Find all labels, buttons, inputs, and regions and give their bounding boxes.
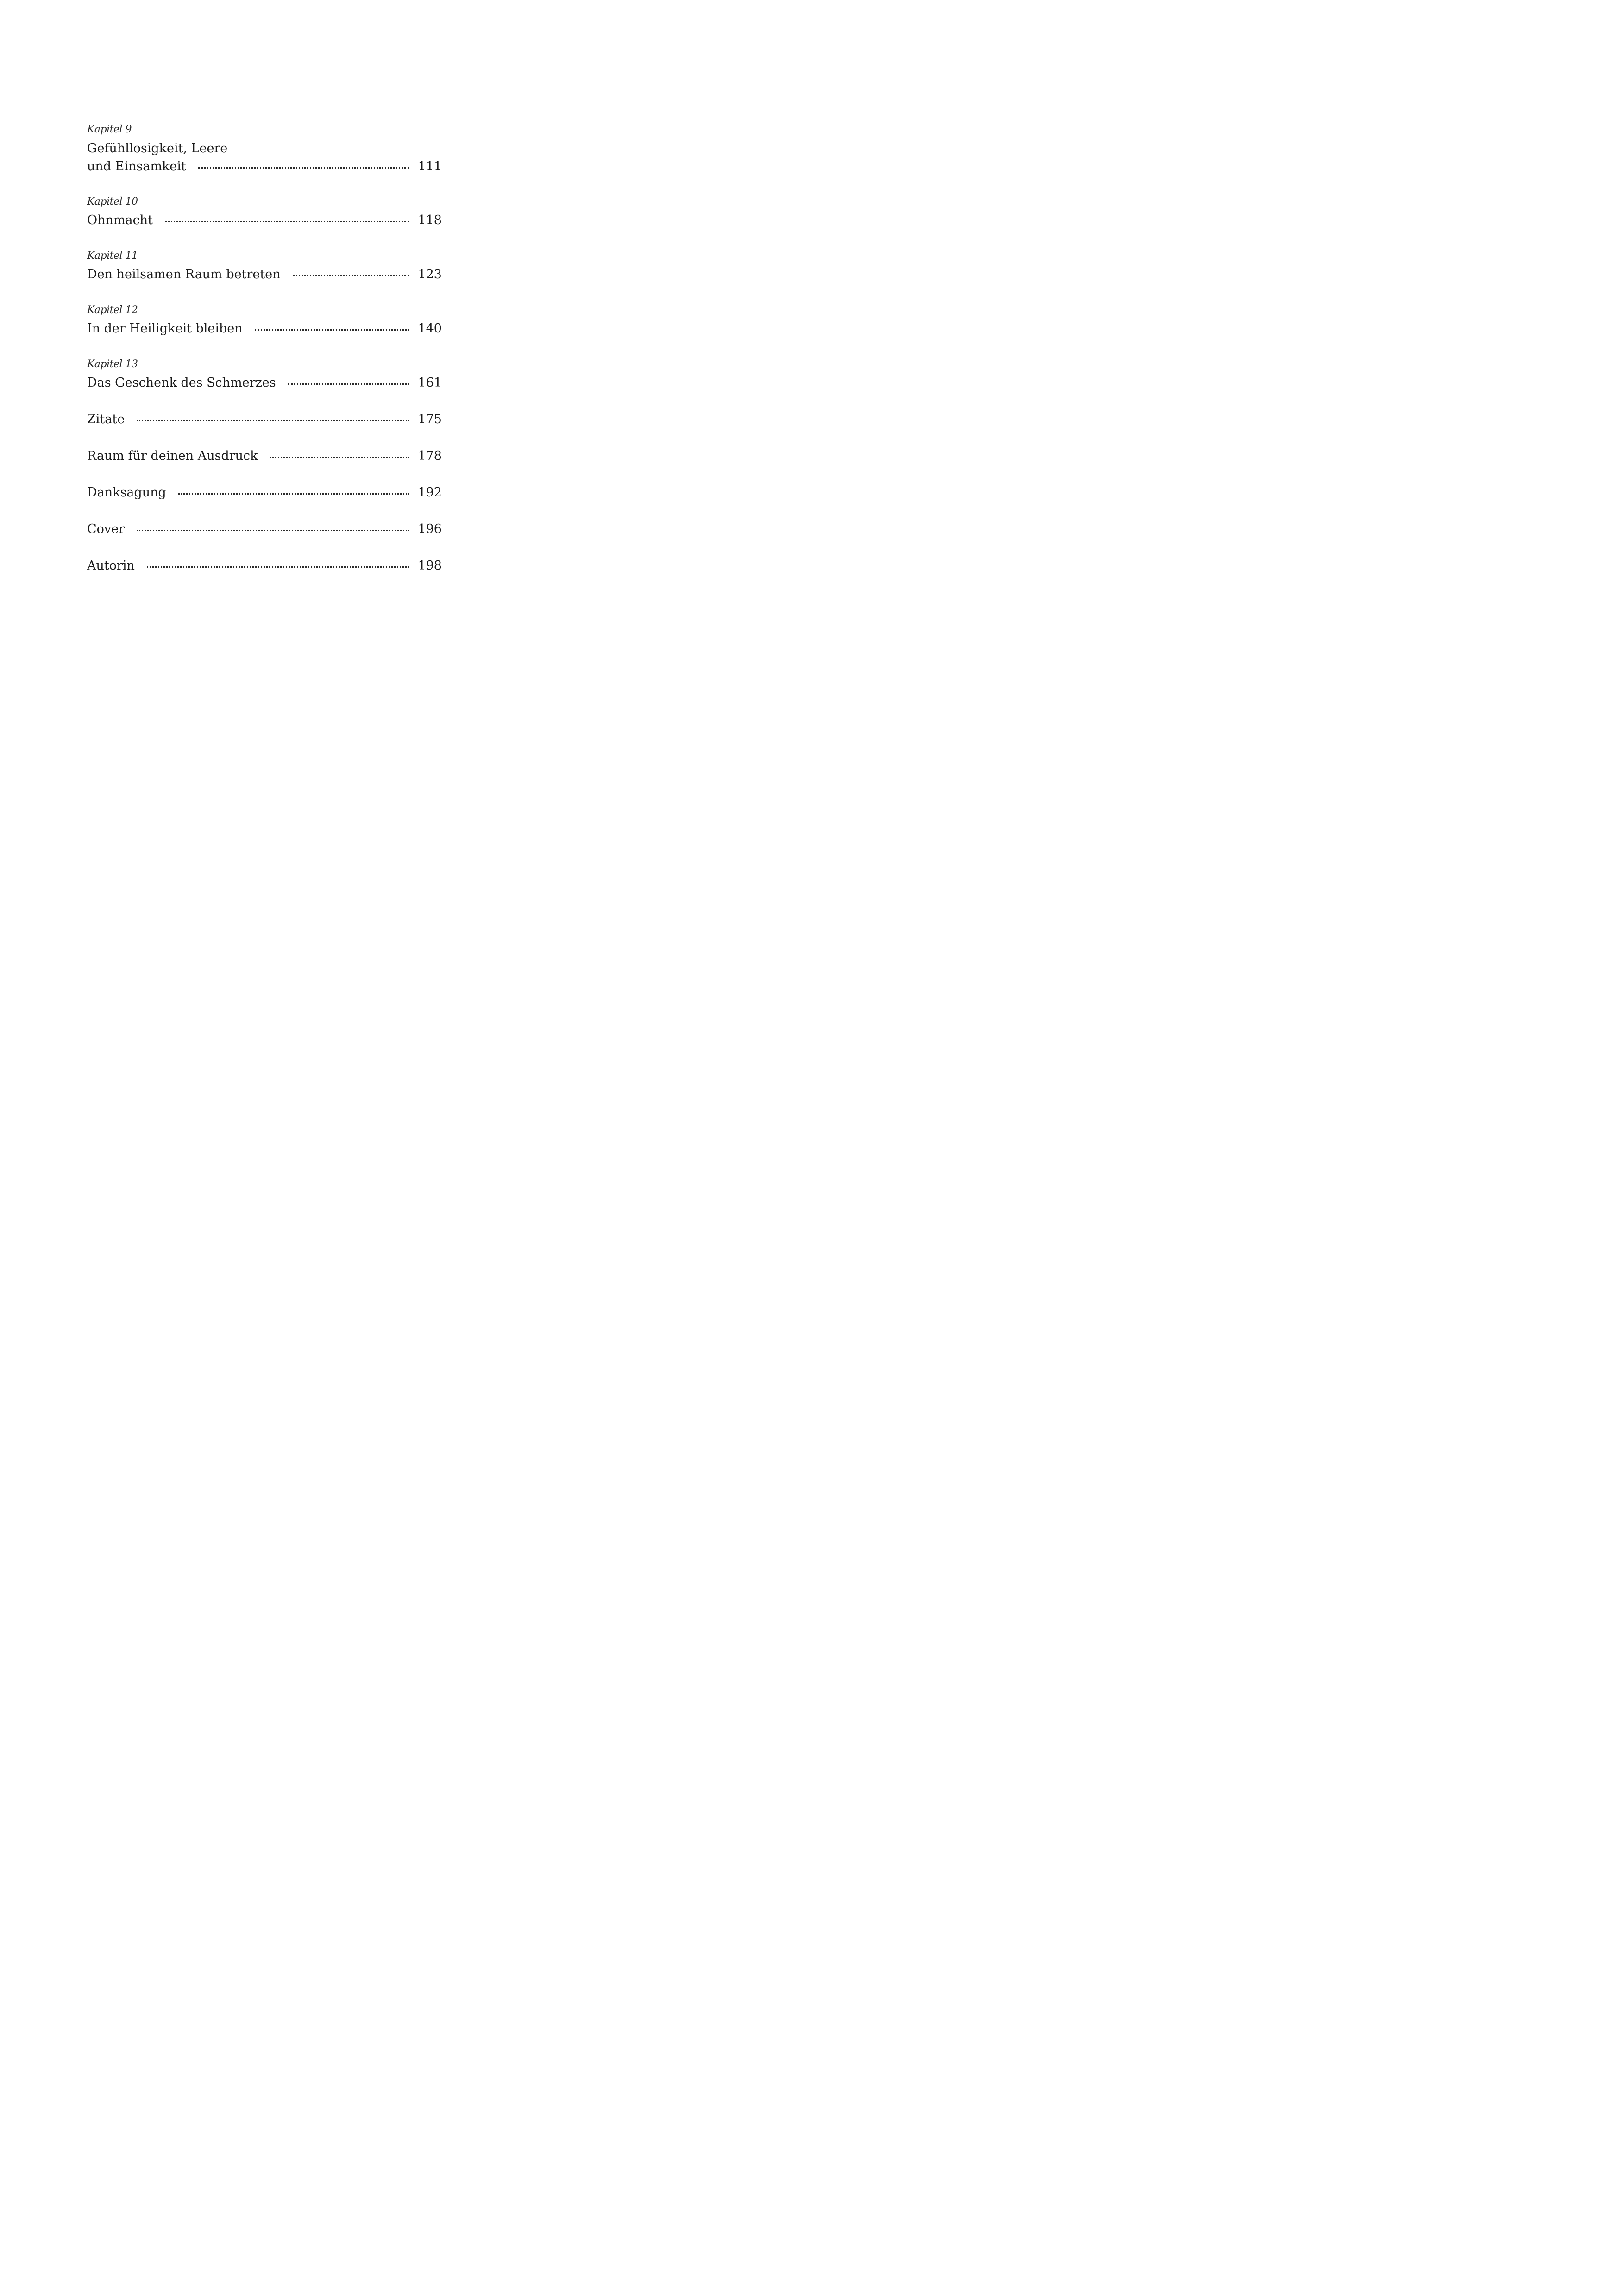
chapter-12-title: In der Heiligkeit bleiben [87, 321, 243, 336]
chapter-12-label: Kapitel 12 [87, 304, 138, 316]
toc-entry-page-number: 175 [418, 412, 442, 427]
toc-entry-title: Zitate [87, 412, 125, 427]
dot-leader [165, 220, 409, 222]
chapter-13-label: Kapitel 13 [87, 358, 138, 370]
dot-leader [270, 456, 410, 458]
toc-entry-raum-fuer-deinen-ausdruck[interactable] [87, 448, 442, 464]
dot-leader [178, 493, 410, 495]
toc-entry-autorin[interactable] [87, 558, 442, 574]
chapter-11-entry[interactable] [87, 267, 442, 282]
chapter-12-entry[interactable] [87, 321, 442, 337]
toc-entry-page-number: 196 [418, 522, 442, 536]
toc-entry-page-number: 192 [418, 485, 442, 500]
dot-leader [198, 167, 410, 169]
toc-entry-zitate[interactable] [87, 412, 442, 427]
chapter-9-title-line-2: und Einsamkeit [87, 159, 186, 174]
dot-leader [147, 566, 410, 568]
table-of-contents [87, 0, 442, 721]
dot-leader [288, 383, 410, 385]
toc-entry-page-number: 178 [418, 449, 442, 463]
toc-entry-title: Cover [87, 522, 125, 536]
chapter-13-page-number: 161 [418, 376, 442, 390]
toc-entry-title: Autorin [87, 558, 135, 573]
chapter-9-label: Kapitel 9 [87, 124, 132, 135]
chapter-9-page-number: 111 [418, 159, 442, 174]
chapter-11-page-number: 123 [418, 267, 442, 282]
toc-entry-page-number: 198 [418, 558, 442, 573]
chapter-10-page-number: 118 [418, 213, 442, 227]
dot-leader [255, 329, 410, 331]
chapter-9-title-line-1: Gefühllosigkeit, Leere [87, 141, 228, 156]
toc-entry-danksagung[interactable] [87, 485, 442, 501]
dot-leader [137, 420, 409, 421]
chapter-11-label: Kapitel 11 [87, 250, 138, 262]
toc-entry-title: Raum für deinen Ausdruck [87, 449, 258, 463]
chapter-10-title: Ohnmacht [87, 213, 153, 227]
chapter-13-title: Das Geschenk des Schmerzes [87, 376, 276, 390]
chapter-11-title: Den heilsamen Raum betreten [87, 267, 281, 282]
chapter-13-entry[interactable] [87, 375, 442, 391]
chapter-10-entry[interactable] [87, 213, 442, 228]
toc-entry-title: Danksagung [87, 485, 166, 500]
toc-entry-cover[interactable] [87, 521, 442, 537]
chapter-12-page-number: 140 [418, 321, 442, 336]
dot-leader [293, 275, 410, 276]
chapter-9-entry[interactable] [87, 159, 442, 175]
dot-leader [137, 529, 409, 531]
chapter-10-label: Kapitel 10 [87, 196, 138, 207]
